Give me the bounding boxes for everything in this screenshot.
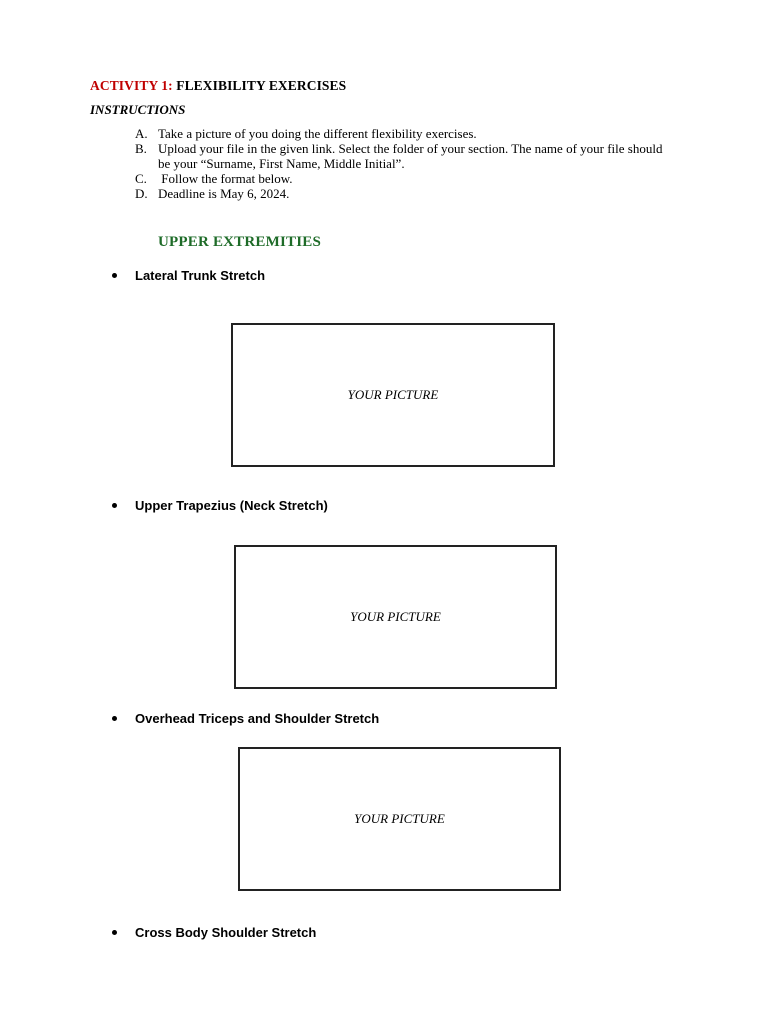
- picture-placeholder-label: YOUR PICTURE: [354, 811, 445, 826]
- activity-label: ACTIVITY 1: [90, 78, 169, 93]
- instructions-list: [135, 126, 675, 201]
- instruction-marker: C.: [135, 171, 147, 186]
- bullet-dot-icon: [112, 273, 117, 278]
- exercise-name: Cross Body Shoulder Stretch: [135, 925, 317, 940]
- exercise-name: Lateral Trunk Stretch: [135, 268, 266, 283]
- exercise-bullet: [112, 268, 265, 283]
- instruction-item: [135, 171, 675, 186]
- instruction-text: Upload your file in the given link. Select the folder of your section. The name of your file should be your “Surname, First Name, Middle Initial”.: [158, 141, 663, 171]
- activity-name: FLEXIBILITY EXERCISES: [176, 78, 347, 93]
- exercise-bullet: [112, 711, 379, 726]
- instruction-marker: D.: [135, 186, 148, 201]
- picture-placeholder: [234, 545, 557, 689]
- instruction-marker: A.: [135, 126, 148, 141]
- activity-title: [90, 78, 346, 94]
- instruction-text: Deadline is May 6, 2024.: [158, 186, 290, 201]
- picture-placeholder-label: YOUR PICTURE: [350, 609, 441, 624]
- bullet-dot-icon: [112, 716, 117, 721]
- instructions-heading: INSTRUCTIONS: [90, 102, 186, 117]
- bullet-dot-icon: [112, 503, 117, 508]
- instruction-item: [135, 141, 675, 171]
- picture-placeholder: [231, 323, 555, 467]
- exercise-name: Upper Trapezius (Neck Stretch): [135, 498, 328, 513]
- instruction-text: Follow the format below.: [158, 171, 293, 186]
- instruction-item: [135, 126, 675, 141]
- picture-placeholder: [238, 747, 561, 891]
- exercise-bullet: [112, 498, 328, 513]
- picture-placeholder-label: YOUR PICTURE: [347, 387, 439, 402]
- activity-separator: :: [168, 78, 177, 93]
- instruction-marker: B.: [135, 141, 147, 156]
- section-heading: UPPER EXTREMITIES: [158, 234, 322, 250]
- bullet-dot-icon: [112, 930, 117, 935]
- exercise-name: Overhead Triceps and Shoulder Stretch: [135, 711, 380, 726]
- instruction-text: Take a picture of you doing the different flexibility exercises.: [158, 126, 477, 141]
- instruction-item: [135, 186, 675, 201]
- exercise-bullet: [112, 925, 316, 940]
